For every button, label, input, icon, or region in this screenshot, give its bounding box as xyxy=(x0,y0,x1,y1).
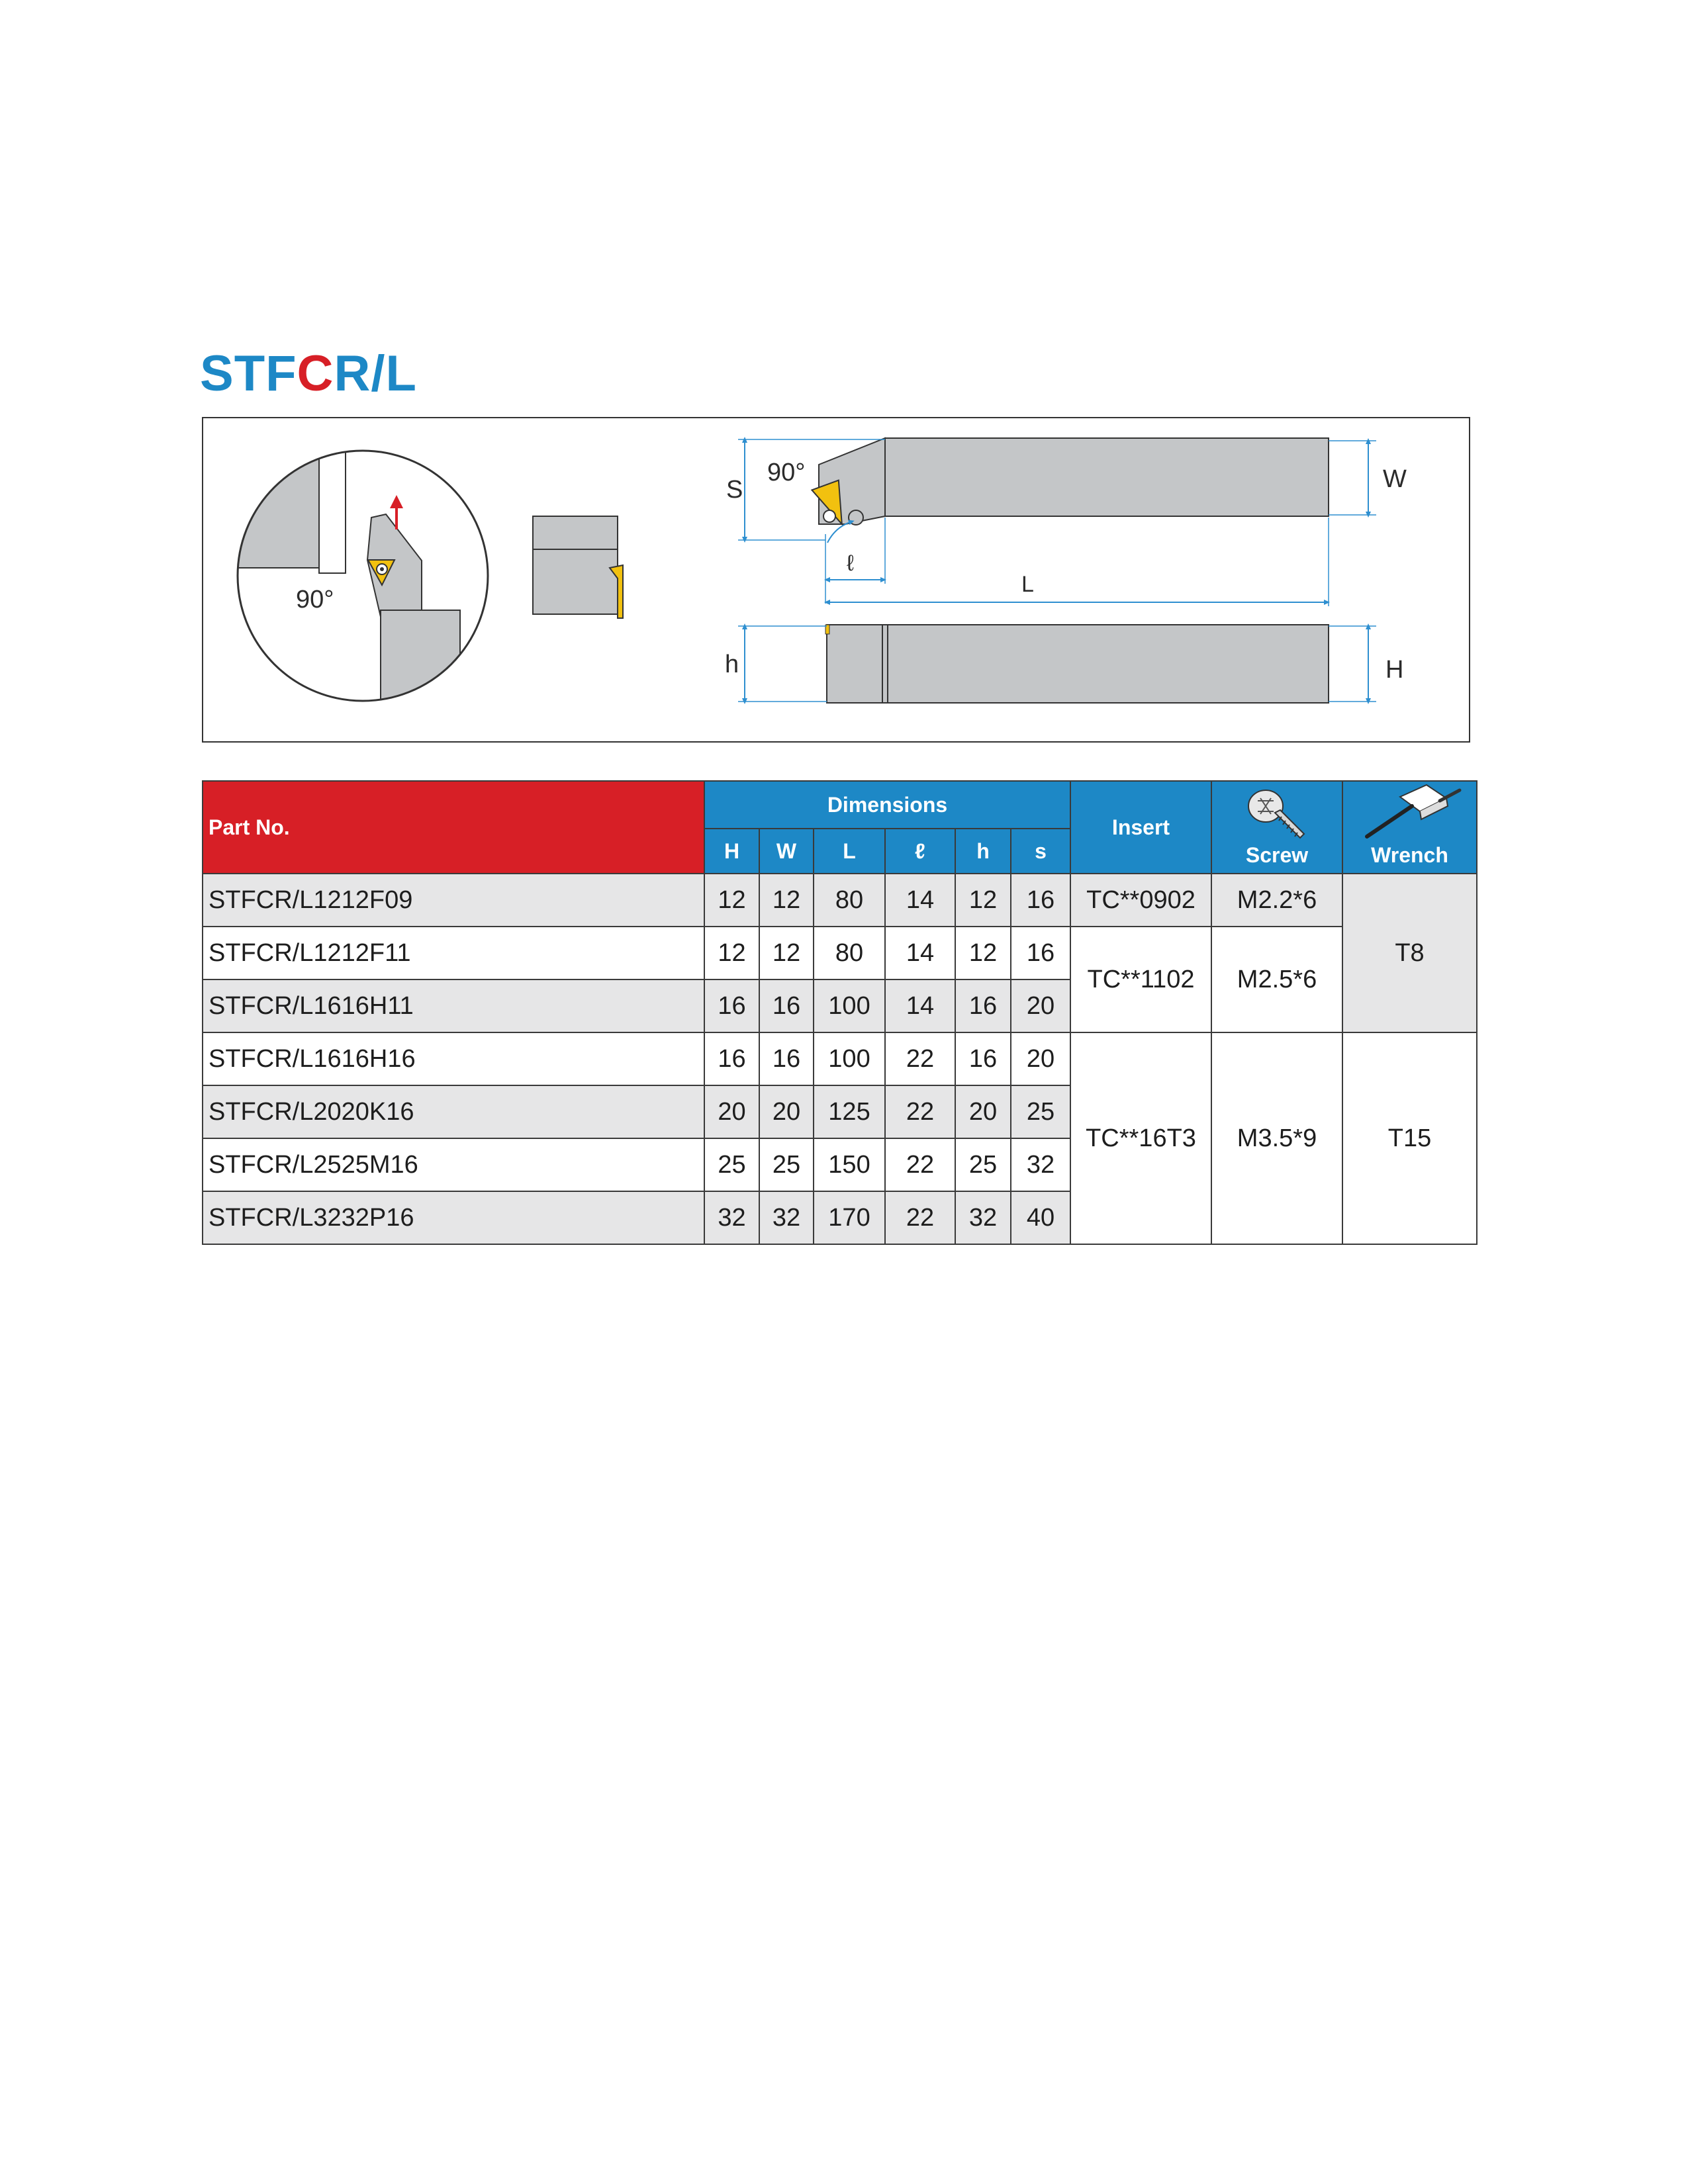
side-view xyxy=(725,625,1403,703)
cell-l: 22 xyxy=(885,1032,955,1085)
title-part-1: STF xyxy=(200,345,297,402)
cell-W: 32 xyxy=(759,1191,814,1244)
header-dim-l: ℓ xyxy=(885,829,955,874)
cell-h: 32 xyxy=(955,1191,1011,1244)
cell-H: 12 xyxy=(704,874,759,927)
screw-icon xyxy=(1241,786,1313,843)
top-view-shank xyxy=(885,438,1329,516)
cell-W: 20 xyxy=(759,1085,814,1138)
cell-W: 16 xyxy=(759,1032,814,1085)
header-part-no: Part No. xyxy=(203,781,704,874)
top-view-insert-hole-icon xyxy=(823,510,835,522)
cell-h: 25 xyxy=(955,1138,1011,1191)
workpiece-block xyxy=(238,459,319,568)
side-view-shank xyxy=(827,625,1329,703)
feed-arrowhead-icon xyxy=(390,495,403,508)
cell-h: 12 xyxy=(955,927,1011,979)
page-title xyxy=(200,344,417,404)
cell-wrench: T15 xyxy=(1342,1032,1477,1244)
cell-s: 20 xyxy=(1011,1032,1070,1085)
cell-L: 170 xyxy=(814,1191,885,1244)
header-dim-H: H xyxy=(704,829,759,874)
detail-circle xyxy=(238,445,488,741)
cell-H: 25 xyxy=(704,1138,759,1191)
header-dim-h: h xyxy=(955,829,1011,874)
cell-screw: M2.2*6 xyxy=(1211,874,1342,927)
spec-table xyxy=(202,780,1477,1245)
cell-screw: M3.5*9 xyxy=(1211,1032,1342,1244)
cell-H: 32 xyxy=(704,1191,759,1244)
end-view-body xyxy=(533,516,618,614)
dim-l-label: ℓ xyxy=(847,551,854,576)
cell-L: 125 xyxy=(814,1085,885,1138)
title-part-3: R/L xyxy=(334,345,417,402)
header-dimensions: Dimensions xyxy=(704,781,1070,829)
cell-H: 20 xyxy=(704,1085,759,1138)
cell-part: STFCR/L1212F09 xyxy=(203,874,704,927)
dim-L-label: L xyxy=(1021,572,1034,597)
title-part-2: C xyxy=(297,345,334,402)
tool-diagram-svg xyxy=(203,418,1469,741)
cell-s: 20 xyxy=(1011,979,1070,1032)
table-row xyxy=(203,927,1477,979)
cell-W: 25 xyxy=(759,1138,814,1191)
cell-part: STFCR/L1616H11 xyxy=(203,979,704,1032)
cell-l: 14 xyxy=(885,874,955,927)
dim-H-label: H xyxy=(1385,656,1404,684)
top-view xyxy=(726,438,1407,606)
cell-part: STFCR/L3232P16 xyxy=(203,1191,704,1244)
cell-l: 14 xyxy=(885,979,955,1032)
dim-W-label: W xyxy=(1383,465,1407,493)
cell-insert: TC**1102 xyxy=(1070,927,1211,1032)
cell-part: STFCR/L1616H16 xyxy=(203,1032,704,1085)
cell-l: 14 xyxy=(885,927,955,979)
cell-h: 12 xyxy=(955,874,1011,927)
cell-wrench: T8 xyxy=(1342,874,1477,1032)
holder-shank xyxy=(381,610,460,741)
cell-H: 16 xyxy=(704,979,759,1032)
cell-h: 16 xyxy=(955,1032,1011,1085)
cell-W: 12 xyxy=(759,927,814,979)
cell-W: 12 xyxy=(759,874,814,927)
header-wrench xyxy=(1342,781,1477,874)
header-dim-W: W xyxy=(759,829,814,874)
end-view xyxy=(533,516,623,618)
insert-hole-center-icon xyxy=(380,567,384,571)
cell-L: 150 xyxy=(814,1138,885,1191)
cell-L: 100 xyxy=(814,1032,885,1085)
cell-s: 32 xyxy=(1011,1138,1070,1191)
header-screw-label: Screw xyxy=(1245,843,1309,867)
dim-h-label: h xyxy=(725,651,739,678)
table-row xyxy=(203,874,1477,927)
dim-S-label: S xyxy=(726,476,743,504)
header-dim-s: s xyxy=(1011,829,1070,874)
cell-insert: TC**0902 xyxy=(1070,874,1211,927)
cell-s: 16 xyxy=(1011,927,1070,979)
cell-s: 16 xyxy=(1011,874,1070,927)
cell-screw: M2.5*6 xyxy=(1211,927,1342,1032)
tool-diagram xyxy=(202,417,1470,743)
cell-part: STFCR/L2020K16 xyxy=(203,1085,704,1138)
cell-L: 100 xyxy=(814,979,885,1032)
cell-H: 12 xyxy=(704,927,759,979)
cell-h: 16 xyxy=(955,979,1011,1032)
cell-l: 22 xyxy=(885,1191,955,1244)
cell-s: 40 xyxy=(1011,1191,1070,1244)
header-screw xyxy=(1211,781,1342,874)
header-insert: Insert xyxy=(1070,781,1211,874)
top-view-screw-icon xyxy=(849,510,863,525)
cell-s: 25 xyxy=(1011,1085,1070,1138)
cell-W: 16 xyxy=(759,979,814,1032)
cell-L: 80 xyxy=(814,927,885,979)
workpiece-edge xyxy=(319,445,346,573)
cell-l: 22 xyxy=(885,1138,955,1191)
cell-part: STFCR/L2525M16 xyxy=(203,1138,704,1191)
header-wrench-label: Wrench xyxy=(1371,843,1448,867)
cell-insert: TC**16T3 xyxy=(1070,1032,1211,1244)
cell-l: 22 xyxy=(885,1085,955,1138)
wrench-icon xyxy=(1354,782,1466,843)
side-angle-label: 90° xyxy=(767,459,806,486)
cell-part: STFCR/L1212F11 xyxy=(203,927,704,979)
cell-H: 16 xyxy=(704,1032,759,1085)
header-dim-L: L xyxy=(814,829,885,874)
cell-h: 20 xyxy=(955,1085,1011,1138)
cell-L: 80 xyxy=(814,874,885,927)
circle-angle-label: 90° xyxy=(296,586,334,614)
table-row xyxy=(203,1032,1477,1085)
